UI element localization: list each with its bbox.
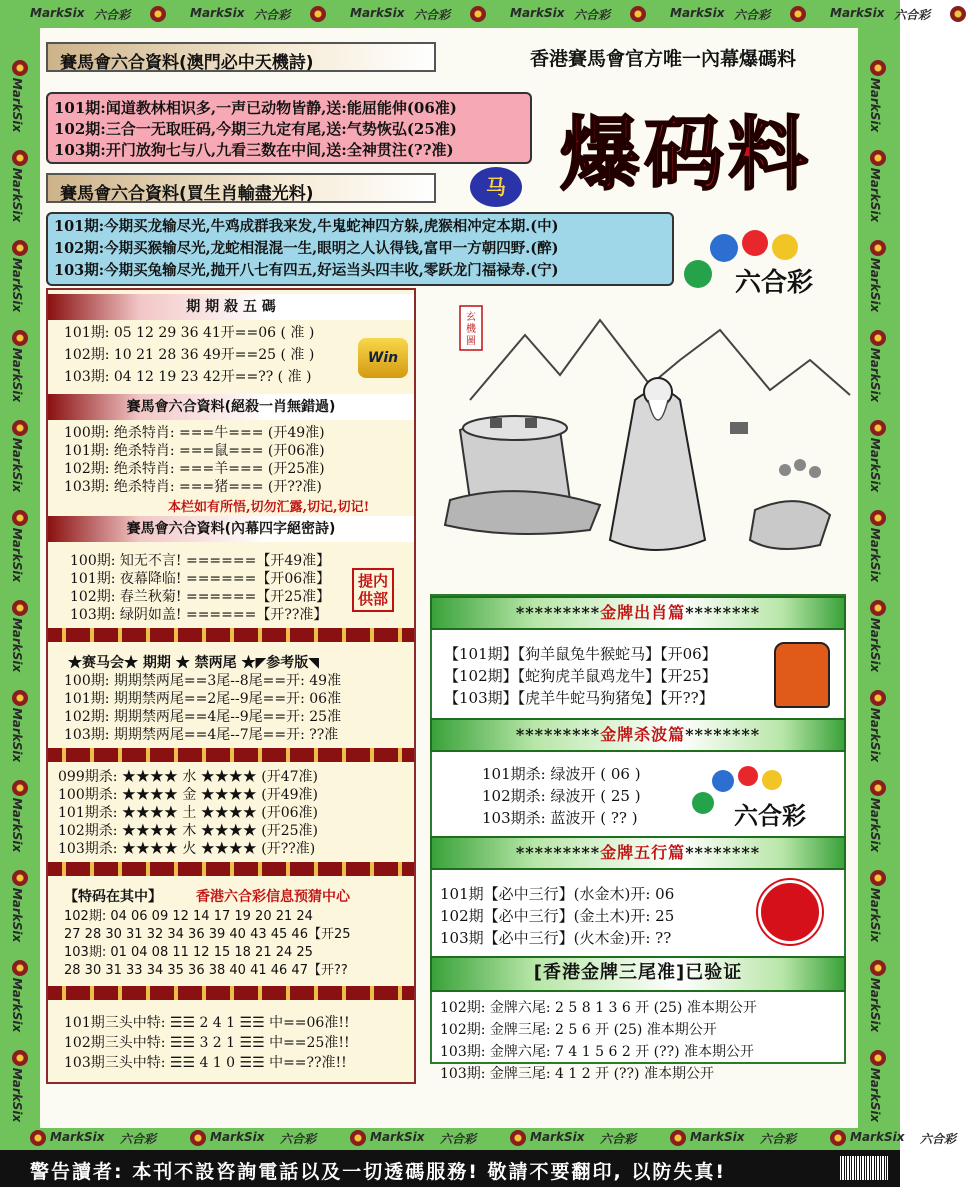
title-stars-pre: ********* <box>515 603 601 622</box>
section-title-four-char: 賽馬會六合資料(內幕四字絕密詩) <box>48 516 414 542</box>
border-flower-icon <box>870 240 886 256</box>
border-brand-text: MarkSix <box>850 1130 905 1144</box>
title-stars-pre: ********* <box>515 725 601 744</box>
secret-note: 本栏如有所悟,切勿汇露,切记,切记! <box>168 500 370 515</box>
border-lhc-text: 六合彩 <box>120 1132 157 1146</box>
border-brand-text: MarkSix <box>10 347 25 403</box>
kill5-row: 102期: 10 21 28 36 49开==25 ( 准 ) <box>64 347 315 363</box>
warning-text: 警告讀者: 本刊不設咨詢電話以及一切透碼服務! 敬請不要翻印, 以防失真! <box>30 1161 726 1183</box>
border-flower-icon <box>350 1130 366 1146</box>
left-column <box>46 288 416 1084</box>
section-title-gold-element <box>430 836 846 870</box>
border-brand-text: MarkSix <box>830 6 885 20</box>
title-text: 金牌杀波篇 <box>600 725 686 744</box>
hk-emblem <box>758 880 822 944</box>
gold-zodiac-row: 【102期】【蛇狗虎羊鼠鸡龙牛】【开25】 <box>444 667 717 685</box>
special-code-row: 102期: 04 06 09 12 14 17 19 20 21 24 <box>64 909 313 924</box>
horse-logo: 马 <box>470 167 522 207</box>
border-brand-text: MarkSix <box>10 797 25 853</box>
gold-tail-row: 103期: 金牌六尾: 7 4 1 5 6 2 开 (??) 准本期公开 <box>440 1044 755 1060</box>
border-brand-text: MarkSix <box>868 437 883 493</box>
border-brand-text: MarkSix <box>30 6 85 20</box>
four-char-row: 103期: 绿阴如盖! ======【开??准】 <box>70 607 328 623</box>
border-lhc-text: 六合彩 <box>94 8 131 22</box>
gold-tail-row: 103期: 金牌三尾: 4 1 2 开 (??) 准本期公开 <box>440 1066 714 1082</box>
border-flower-icon <box>12 600 28 616</box>
border-flower-icon <box>12 330 28 346</box>
border-lhc-text: 六合彩 <box>414 8 451 22</box>
border-flower-icon <box>870 60 886 76</box>
border-flower-icon <box>630 6 646 22</box>
border-flower-icon <box>470 6 486 22</box>
special-code-row: 103期: 01 04 08 11 12 15 18 21 24 25 <box>64 945 313 960</box>
title-stars-post: ******** <box>685 843 761 862</box>
big-title: 爆码料 <box>560 108 812 201</box>
border-brand-text: MarkSix <box>690 1130 745 1144</box>
special-code-row: 28 30 31 33 34 35 36 38 40 41 46 47【开?? <box>64 963 348 978</box>
illustration-stamp-char: 玄 <box>466 312 476 323</box>
zodiac-box <box>46 212 674 286</box>
border-lhc-text: 六合彩 <box>760 1132 797 1146</box>
internal-stamp: 提内供部 <box>352 568 394 612</box>
liuhecai-label: 六合彩 <box>735 268 814 298</box>
element-kill-row: 100期杀: ★★★★ 金 ★★★★ (开49准) <box>58 787 318 803</box>
gold-zodiac-row: 【101期】【狗羊鼠兔牛猴蛇马】【开06】 <box>444 645 717 663</box>
border-flower-icon <box>830 1130 846 1146</box>
border-brand-text: MarkSix <box>10 707 25 763</box>
border-brand-text: MarkSix <box>868 77 883 133</box>
special-code-head: 【特码在其中】 <box>64 889 162 905</box>
border-brand-text: MarkSix <box>530 1130 585 1144</box>
kill-zodiac-row: 102期: 绝杀特肖: ===羊=== (开25准) <box>64 461 325 477</box>
border-flower-icon <box>870 960 886 976</box>
border-lhc-text: 六合彩 <box>894 8 931 22</box>
border-lhc-text: 六合彩 <box>600 1132 637 1146</box>
poem-box <box>46 92 532 164</box>
wave-divider <box>48 748 414 762</box>
header-banner-poem: 賽馬會六合資料(澳門必中天機詩) <box>46 42 436 72</box>
barcode <box>840 1156 888 1180</box>
element-kill-row: 103期杀: ★★★★ 火 ★★★★ (开??准) <box>58 841 316 857</box>
border-flower-icon <box>670 1130 686 1146</box>
border-flower-icon <box>150 6 166 22</box>
border-flower-icon <box>12 60 28 76</box>
border-flower-icon <box>870 870 886 886</box>
ban-tail-row: 100期: 期期禁两尾==3尾--8尾==开: 49准 <box>64 673 342 689</box>
title-stars-post: ******** <box>685 725 761 744</box>
zodiac-line: 101期:今期买龙输尽光,牛鸡成群我来发,牛鬼蛇神四方躲,虎猴相冲定本期.(中) <box>54 218 559 235</box>
three-head-row: 103期三头中特: ☰☰ 4 1 0 ☰☰ 中==??准!! <box>64 1055 347 1071</box>
title-text: 金牌五行篇 <box>600 843 686 862</box>
title-text: [香港金牌三尾准]已验证 <box>533 962 743 983</box>
zodiac-line: 102期:今期买猴输尽光,龙蛇相混混一生,眼明之人认得钱,富甲一方朝四野.(醉) <box>54 240 559 257</box>
border-flower-icon <box>12 150 28 166</box>
poem-line: 102期:三合一无取旺码,今期三九定有尾,送:气势恢弘(25准) <box>54 120 457 138</box>
border-brand-text: MarkSix <box>10 977 25 1033</box>
border-flower-icon <box>12 780 28 796</box>
section-title-kill-zodiac: 賽馬會六合資料(絕殺一肖無錯過) <box>48 394 414 420</box>
border-flower-icon <box>790 6 806 22</box>
border-flower-icon <box>870 600 886 616</box>
border-lhc-text: 六合彩 <box>254 8 291 22</box>
three-head-row: 102期三头中特: ☰☰ 3 2 1 ☰☰ 中==25准!! <box>64 1035 350 1051</box>
border-flower-icon <box>510 1130 526 1146</box>
ban-tail-row: 103期: 期期禁两尾==4尾--7尾==开: ??准 <box>64 727 339 743</box>
kill-zodiac-row: 103期: 绝杀特肖: ===猪=== (开??准) <box>64 479 322 495</box>
border-lhc-text: 六合彩 <box>574 8 611 22</box>
border-brand-text: MarkSix <box>10 1067 25 1123</box>
border-brand-text: MarkSix <box>868 257 883 313</box>
wave-divider <box>48 986 414 1000</box>
wave-divider <box>48 862 414 876</box>
border-brand-text: MarkSix <box>370 1130 425 1144</box>
border-brand-text: MarkSix <box>868 527 883 583</box>
border-flower-icon <box>870 690 886 706</box>
border-brand-text: MarkSix <box>210 1130 265 1144</box>
border-flower-icon <box>870 1050 886 1066</box>
border-flower-icon <box>30 1130 46 1146</box>
gold-tail-row: 102期: 金牌三尾: 2 5 6 开 (25) 准本期公开 <box>440 1022 717 1038</box>
fist-icon <box>774 642 830 708</box>
border-flower-icon <box>12 1050 28 1066</box>
gold-element-row: 101期【必中三行】(水金木)开: 06 <box>440 885 675 903</box>
border-flower-icon <box>12 870 28 886</box>
border-flower-icon <box>870 330 886 346</box>
section-title-gold-zodiac <box>430 596 846 630</box>
border-lhc-text: 六合彩 <box>920 1132 957 1146</box>
section-title-kill5: 期 期 殺 五 碼 <box>48 294 414 320</box>
gold-wave-row: 103期杀: 蓝波开 ( ?? ) <box>482 809 638 827</box>
four-char-row: 101期: 夜幕降临! ======【开06准】 <box>70 571 331 587</box>
border-brand-text: MarkSix <box>868 347 883 403</box>
liuhecai-label-small: 六合彩 <box>734 801 806 830</box>
section-title-gold-wave <box>430 718 846 752</box>
element-kill-row: 099期杀: ★★★★ 水 ★★★★ (开47准) <box>58 769 318 785</box>
win-logo: Win <box>358 338 408 378</box>
border-brand-text: MarkSix <box>868 617 883 673</box>
border-brand-text: MarkSix <box>868 1067 883 1123</box>
kill5-row: 101期: 05 12 29 36 41开==06 ( 准 ) <box>64 325 315 341</box>
gold-tail-row: 102期: 金牌六尾: 2 5 8 1 3 6 开 (25) 准本期公开 <box>440 1000 757 1016</box>
border-flower-icon <box>12 690 28 706</box>
border-brand-text: MarkSix <box>510 6 565 20</box>
border-flower-icon <box>190 1130 206 1146</box>
border-flower-icon <box>12 420 28 436</box>
border-brand-text: MarkSix <box>10 887 25 943</box>
border-lhc-text: 六合彩 <box>280 1132 317 1146</box>
zodiac-line: 103期:今期买兔输尽光,抛开八七有四五,好运当头四丰收,零跃龙门福禄寿.(宁) <box>54 262 559 279</box>
border-flower-icon <box>12 510 28 526</box>
gold-wave-row: 102期杀: 绿波开 ( 25 ) <box>482 787 641 805</box>
border-brand-text: MarkSix <box>350 6 405 20</box>
border-brand-text: MarkSix <box>10 527 25 583</box>
element-kill-row: 101期杀: ★★★★ 土 ★★★★ (开06准) <box>58 805 318 821</box>
gold-zodiac-row: 【103期】【虎羊牛蛇马狗猪兔】【开??】 <box>444 689 714 707</box>
illustration-stamp-char: 機 <box>466 324 476 335</box>
border-flower-icon <box>870 510 886 526</box>
kill-zodiac-row: 100期: 绝杀特肖: ===牛=== (开49准) <box>64 425 325 441</box>
border-brand-text: MarkSix <box>670 6 725 20</box>
border-lhc-text: 六合彩 <box>734 8 771 22</box>
border-brand-text: MarkSix <box>10 257 25 313</box>
border-brand-text: MarkSix <box>190 6 245 20</box>
kill5-row: 103期: 04 12 19 23 42开==?? ( 准 ) <box>64 369 312 385</box>
special-code-center: 香港六合彩信息预猜中心 <box>196 889 350 905</box>
wave-divider <box>48 628 414 642</box>
section-title-ban-tail: ★赛马会★ 期期 ★ 禁两尾 ★◤参考版◥ <box>68 655 320 671</box>
title-text: 金牌出肖篇 <box>600 603 686 622</box>
gold-element-row: 102期【必中三行】(金土木)开: 25 <box>440 907 675 925</box>
border-brand-text: MarkSix <box>868 977 883 1033</box>
ban-tail-row: 101期: 期期禁两尾==2尾--9尾==开: 06准 <box>64 691 342 707</box>
title-stars-post: ******** <box>685 603 761 622</box>
border-flower-icon <box>12 240 28 256</box>
border-brand-text: MarkSix <box>10 437 25 493</box>
gold-element-row: 103期【必中三行】(火木金)开: ?? <box>440 929 672 947</box>
border-brand-text: MarkSix <box>10 77 25 133</box>
header-banner-zodiac: 賽馬會六合資料(買生肖輸盡光料) <box>46 173 436 203</box>
border-lhc-text: 六合彩 <box>440 1132 477 1146</box>
sage-illustration <box>430 300 850 585</box>
border-flower-icon <box>12 960 28 976</box>
border-flower-icon <box>870 420 886 436</box>
header-right-title: 香港賽馬會官方唯一內幕爆碼料 <box>530 48 797 70</box>
border-flower-icon <box>870 150 886 166</box>
four-char-row: 100期: 知无不言! ======【开49准】 <box>70 553 331 569</box>
special-code-row: 27 28 30 31 32 34 36 39 40 43 45 46【开25 <box>64 927 351 942</box>
section-title-gold-tail <box>430 956 846 992</box>
gold-wave-row: 101期杀: 绿波开 ( 06 ) <box>482 765 641 783</box>
poem-line: 103期:开门放狗七与八,九看三数在中间,送:全神贯注(??准) <box>54 141 454 159</box>
border-flower-icon <box>870 780 886 796</box>
border-flower-icon <box>310 6 326 22</box>
border-flower-icon <box>950 6 966 22</box>
border-brand-text: MarkSix <box>868 167 883 223</box>
three-head-row: 101期三头中特: ☰☰ 2 4 1 ☰☰ 中==06准!! <box>64 1015 350 1031</box>
four-char-row: 102期: 春兰秋菊! ======【开25准】 <box>70 589 331 605</box>
ban-tail-row: 102期: 期期禁两尾==4尾--9尾==开: 25准 <box>64 709 342 725</box>
border-brand-text: MarkSix <box>50 1130 105 1144</box>
title-stars-pre: ********* <box>515 843 601 862</box>
kill-zodiac-row: 101期: 绝杀特肖: ===鼠=== (开06准) <box>64 443 325 459</box>
border-brand-text: MarkSix <box>10 617 25 673</box>
border-brand-text: MarkSix <box>868 797 883 853</box>
warning-footer <box>0 1150 900 1187</box>
border-brand-text: MarkSix <box>10 167 25 223</box>
border-brand-text: MarkSix <box>868 887 883 943</box>
poem-line: 101期:闻道教林相识多,一声已动物皆静,送:能屈能伸(06准) <box>54 99 457 117</box>
element-kill-row: 102期杀: ★★★★ 木 ★★★★ (开25准) <box>58 823 318 839</box>
border-brand-text: MarkSix <box>868 707 883 763</box>
illustration-stamp-char: 圖 <box>466 336 476 347</box>
